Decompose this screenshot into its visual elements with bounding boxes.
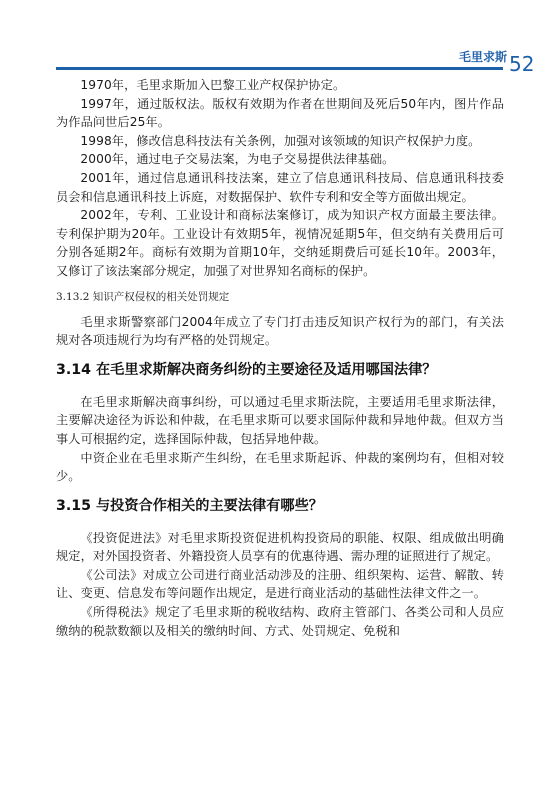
paragraph-2002: 2002年，专利、工业设计和商标法案修订，成为知识产权方面最主要法律。专利保护期为20年。工业设计有效期5年，视情况延期5年，但交纳有关费用后可分别各延期2年。商标有效期为首期10年，交纳延期费后可延长10年。2003年，又修订了该法案部分规定，加强了对世界知名商标的保护。 bbox=[56, 208, 504, 278]
paragraph-police-department: 毛里求斯警察部门2004年成立了专门打击违反知识产权行为的部门，有关法规对各项违规行为均有严格的处罚规定。 bbox=[56, 314, 504, 348]
paragraph-income-tax-act: 《所得税法》规定了毛里求斯的税收结构、政府主管部门、各类公司和人员应缴纳的税款数额以及相关的缴纳时间、方式、处罚规定、免税和 bbox=[56, 605, 504, 638]
paragraph-2001: 2001年，通过信息通讯科技法案，建立了信息通讯科技局、信息通讯科技委员会和信息通讯科技上诉庭，对数据保护、软件专利和安全等方面做出规定。 bbox=[56, 170, 504, 204]
paragraph-2000: 2000年，通过电子交易法案，为电子交易提供法律基础。 bbox=[80, 152, 395, 167]
section-heading-3-14: 3.14 在毛里求斯解决商务纠纷的主要途径及适用哪国法律？ bbox=[56, 361, 437, 378]
subsection-heading-3-13-2: 3.13.2 知识产权侵权的相关处罚规定 bbox=[56, 290, 230, 303]
page-body bbox=[56, 76, 504, 640]
paragraph-1998: 1998年，修改信息科技法有关条例，加强对该领域的知识产权保护力度。 bbox=[80, 133, 481, 148]
section-heading-3-15: 3.15 与投资合作相关的主要法律有哪些？ bbox=[56, 497, 323, 514]
running-header-title: 毛里求斯 bbox=[458, 50, 507, 64]
paragraph-chinese-enterprises: 中资企业在毛里求斯产生纠纷，在毛里求斯起诉、仲裁的案例均有，但相对较少。 bbox=[56, 450, 504, 484]
paragraph-investment-promotion-act: 《投资促进法》对毛里求斯投资促进机构投资局的职能、权限、组成做出明确规定，对外国投资者、外籍投资人员享有的优惠待遇、需办理的证照进行了规定。 bbox=[56, 530, 504, 564]
paragraph-1997: 1997年，通过版权法。版权有效期为作者在世期间及死后50年内，图片作品为作品问世后25年。 bbox=[56, 96, 504, 130]
paragraph-dispute-resolution: 在毛里求斯解决商事纠纷，可以通过毛里求斯法院，主要适用毛里求斯法律，主要解决途径为诉讼和仲裁，在毛里求斯可以要求国际仲裁和异地仲裁。但双方当事人可根据约定，选择国际仲裁，包括异地仲裁。 bbox=[56, 394, 504, 446]
paragraph-1970: 1970年，毛里求斯加入巴黎工业产权保护协定。 bbox=[80, 78, 346, 92]
page-number: 52 bbox=[509, 52, 535, 76]
paragraph-companies-act: 《公司法》对成立公司进行商业活动涉及的注册、组织架构、运营、解散、转让、变更、信息发布等问题作出规定，是进行商业活动的基础性法律文件之一。 bbox=[56, 567, 504, 601]
header-rule bbox=[56, 67, 503, 70]
page-header bbox=[0, 0, 559, 76]
